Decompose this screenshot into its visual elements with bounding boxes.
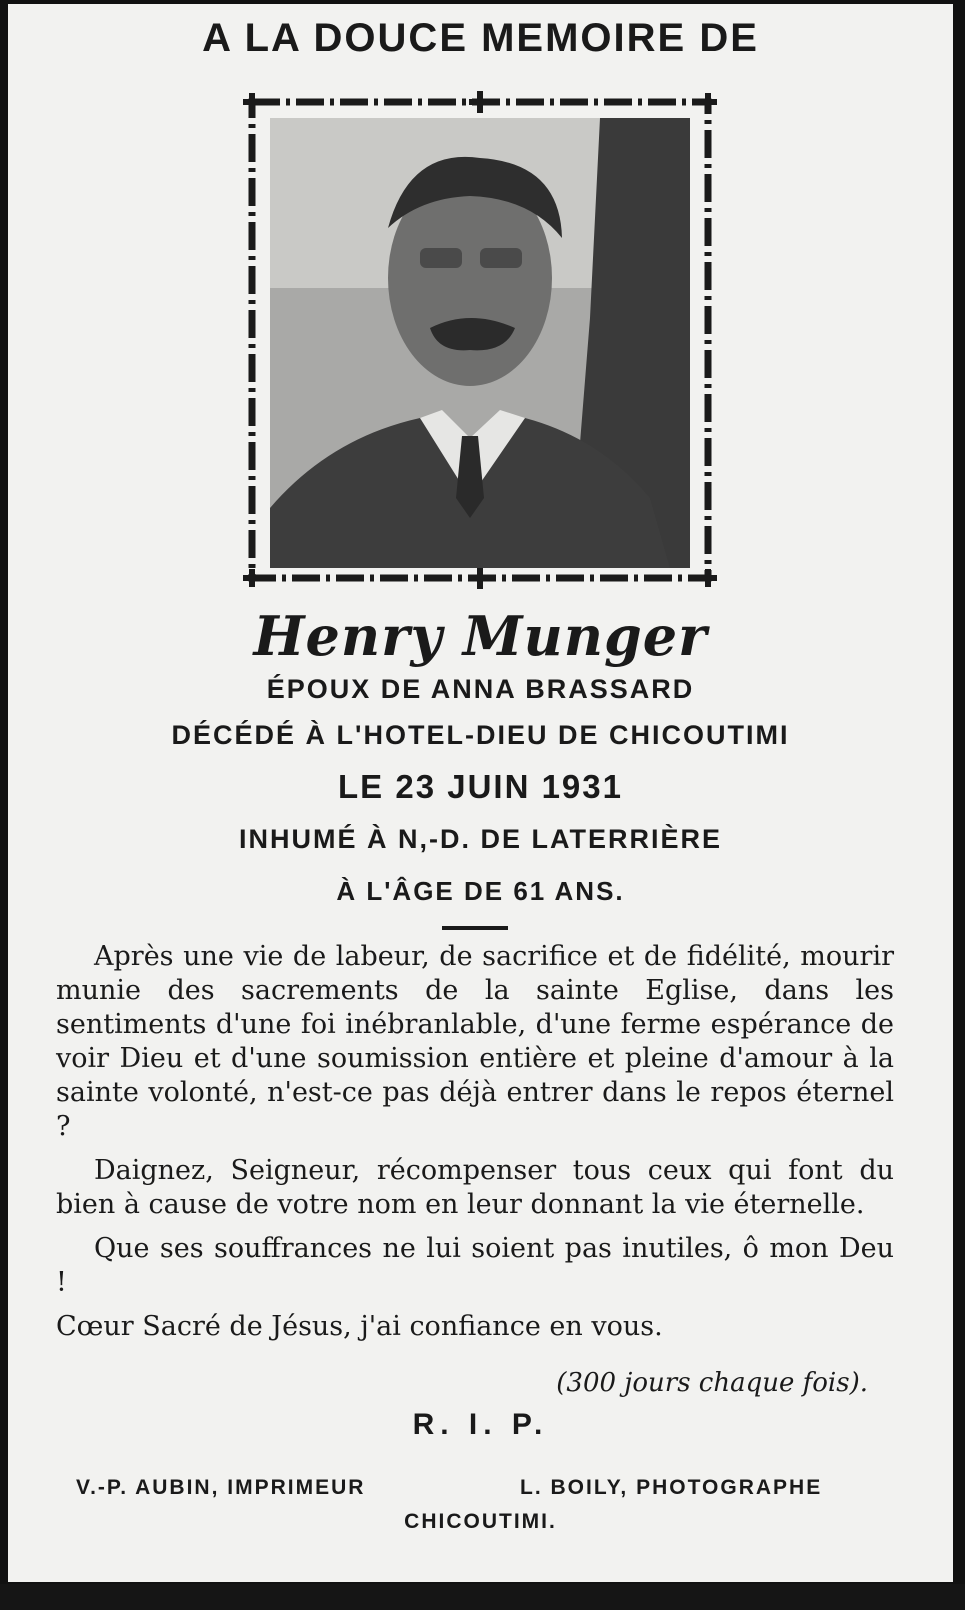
death-place-line: DÉCÉDÉ À L'HOTEL-DIEU DE CHICOUTIMI bbox=[171, 720, 790, 750]
prayer-paragraph-3: Que ses souffrances ne lui soient pas inutiles, ô mon Deu ! bbox=[56, 1233, 894, 1298]
photographer-credit: L. BOILY, PHOTOGRAPHE bbox=[520, 1476, 823, 1499]
prayer-paragraph-2: Daignez, Seigneur, récompenser tous ceux qui font du bien à cause de votre nom en leur donnant la vie éternelle. bbox=[56, 1155, 894, 1220]
scan-edge bbox=[0, 1584, 965, 1610]
rip-line: R. I. P. bbox=[412, 1408, 549, 1441]
age-line: À L'ÂGE DE 61 ANS. bbox=[336, 876, 625, 906]
burial-line: INHUMÉ À N,-D. DE LATERRIÈRE bbox=[238, 824, 722, 854]
card-header: A LA DOUCE MEMOIRE DE bbox=[202, 16, 759, 60]
death-date-line: LE 23 JUIN 1931 bbox=[338, 768, 623, 805]
spouse-line: ÉPOUX DE ANNA BRASSARD bbox=[266, 674, 695, 704]
memorial-card bbox=[8, 4, 953, 1582]
deceased-name: Henry Munger bbox=[253, 604, 708, 668]
printer-credit: V.-P. AUBIN, IMPRIMEUR bbox=[76, 1476, 366, 1499]
portrait-photo-icon bbox=[270, 118, 690, 568]
city-credit: CHICOUTIMI. bbox=[404, 1510, 557, 1533]
prayer-text bbox=[56, 940, 894, 1354]
divider bbox=[442, 926, 508, 930]
portrait-photo bbox=[270, 118, 690, 568]
indulgence-note: (300 jours chaque fois). bbox=[556, 1368, 868, 1398]
portrait-frame bbox=[240, 90, 720, 590]
prayer-paragraph-4: Cœur Sacré de Jésus, j'ai confiance en vous. bbox=[56, 1311, 663, 1342]
prayer-paragraph-1: Après une vie de labeur, de sacrifice et de fidélité, mourir munie des sacrements de la sainte Eglise, dans les sentiments d'une foi inébranlable, d'une ferme espérance de voir Dieu et d'une soumission entière et pleine d'amour à la sainte volonté, n'est-ce pas déjà entrer dans le repos éternel ? bbox=[56, 941, 894, 1142]
